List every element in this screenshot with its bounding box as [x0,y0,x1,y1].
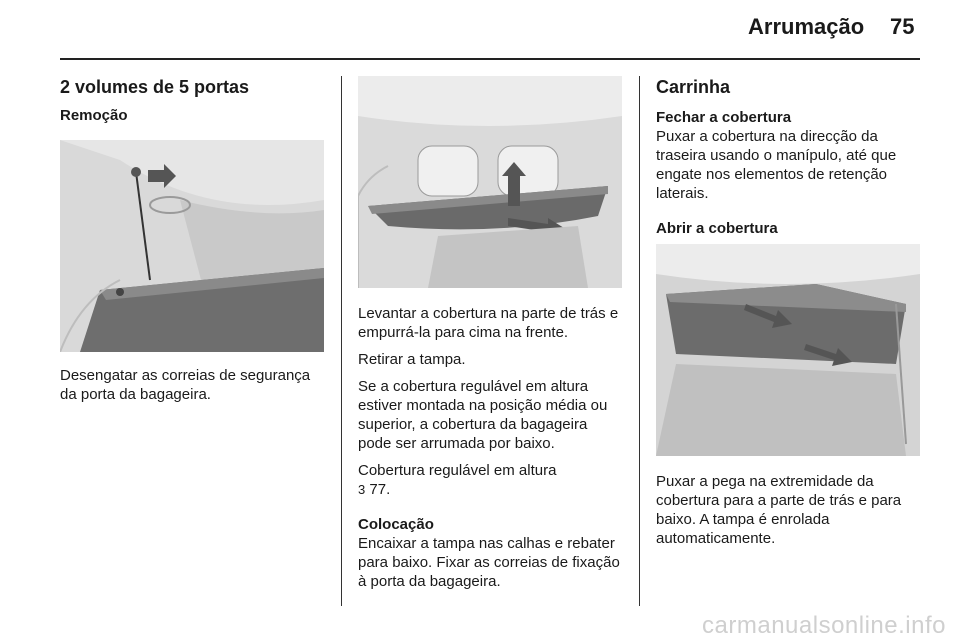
text-open-cover: Puxar a pega na extremidade da cobertura para a parte de trás e para baixo. A tampa é enrolada automaticamente. [656,473,902,547]
subheading-close-cover: Fechar a cobertura [656,109,792,126]
page-number: 75 [890,14,915,39]
text-height-adjustable-label: Cobertura regulável em altura [358,462,557,479]
column-right [656,76,921,238]
text-lift-cover: Levantar a cobertura na parte de trás e empurrá-la para cima na frente. [358,305,619,341]
watermark: carmanualsonline.info [702,612,946,639]
caption-removal: Desengatar as correias de segurança da porta da bagageira. [60,367,311,403]
section-heading-estate: Carrinha [656,77,731,97]
subheading-installation: Colocação [358,516,434,533]
section-heading: 2 volumes de 5 portas [60,77,250,97]
subheading-open-cover: Abrir a cobertura [656,220,778,237]
column-right-caption [656,472,921,548]
text-close-cover: Puxar a cobertura na direcção da traseira usando o manípulo, até que engate nos elementos de retenção laterais. [656,128,897,202]
column-middle [358,304,623,591]
illustration-open-cover [656,244,920,456]
column-divider-2 [639,76,640,606]
text-store-below: Se a cobertura regulável em altura estiver montada na posição média ou superior, a cobertura da bagageira pode ser arrumada por baixo. [358,378,608,452]
column-left [60,76,325,125]
text-remove-cover: Retirar a tampa. [358,351,466,368]
page-reference-link[interactable]: 77. [369,481,391,498]
illustration-removal [60,140,324,352]
column-divider-1 [341,76,342,606]
subheading-removal: Remoção [60,107,128,124]
page-reference-icon: 3 [358,482,366,497]
text-height-adjustable [358,461,623,499]
text-installation: Encaixar a tampa nas calhas e rebater para baixo. Fixar as correias de fixação à porta da bagageira. [358,535,620,590]
column-left-caption [60,366,325,412]
illustration-lift-cover [358,76,622,288]
section-title: Arrumação [748,14,865,39]
header-divider [60,58,920,60]
